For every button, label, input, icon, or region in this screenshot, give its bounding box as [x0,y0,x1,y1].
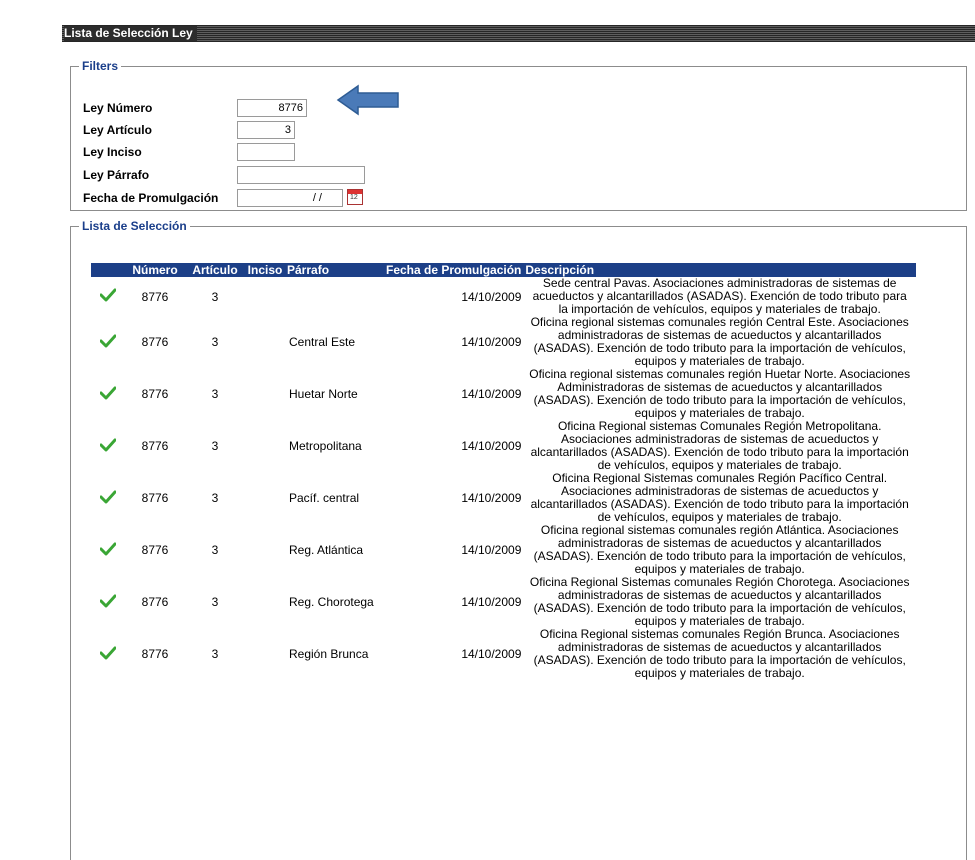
check-icon[interactable] [100,386,116,400]
row-numero: 8776 [141,439,169,453]
col-descripcion[interactable]: Descripción [523,263,916,277]
ley-inciso-label: Ley Inciso [83,145,142,159]
ley-articulo-label: Ley Artículo [83,123,152,137]
row-numero: 8776 [141,387,169,401]
fecha-label: Fecha de Promulgación [83,191,219,205]
row-check-cell[interactable] [91,368,125,420]
row-inciso [245,628,285,680]
row-fecha: 14/10/2009 [461,387,522,401]
row-check-cell[interactable] [91,524,125,576]
row-parrafo: Pacíf. central [289,491,360,505]
row-descripcion: Oficina regional sistemas comunales región Huetar Norte. Asociaciones Administradoras de sistemas de acueductos y alcantarillados (ASADAS). Exención de todo tributo para la importación de vehículos, equipos y materiales de trabajo. [529,367,911,420]
table-header-row [91,263,916,277]
ley-parrafo-input[interactable] [237,166,365,184]
row-numero: 8776 [141,543,169,557]
row-articulo: 3 [211,491,219,505]
col-check [91,263,125,277]
filter-row-fecha [83,189,383,209]
table-row[interactable] [91,576,916,628]
table-row[interactable] [91,316,916,368]
row-inciso [245,368,285,420]
row-articulo: 3 [211,543,219,557]
row-articulo: 3 [211,387,219,401]
row-inciso [245,277,285,316]
table-row[interactable] [91,524,916,576]
check-icon[interactable] [100,288,116,302]
row-articulo: 3 [211,647,219,661]
row-check-cell[interactable] [91,277,125,316]
row-check-cell[interactable] [91,316,125,368]
row-inciso [245,472,285,524]
table-row[interactable] [91,472,916,524]
col-fecha[interactable]: Fecha de Promulgación [386,263,522,277]
ley-inciso-input[interactable] [237,143,295,161]
row-numero: 8776 [141,647,169,661]
row-inciso [245,576,285,628]
row-fecha: 14/10/2009 [461,543,522,557]
check-icon[interactable] [100,438,116,452]
arrow-left-icon [336,84,400,116]
row-parrafo: Central Este [289,335,356,349]
row-articulo: 3 [211,335,219,349]
ley-numero-label: Ley Número [83,101,153,115]
filters-panel [70,59,967,211]
row-descripcion: Oficina Regional sistemas Comunales Región Metropolitana. Asociaciones administradoras de sistemas de acueductos y alcantarillados (ASADAS). Exención de todo tributo para la importación de vehículos, equipos y materiales de trabajo. [530,419,909,472]
row-check-cell[interactable] [91,576,125,628]
row-articulo: 3 [211,595,219,609]
row-numero: 8776 [141,289,169,304]
row-articulo: 3 [211,289,219,304]
row-parrafo: Metropolitana [289,439,362,453]
row-descripcion: Oficina Regional Sistemas comunales Región Chorotega. Asociaciones administradoras de sistemas de acueductos y alcantarillados (ASADAS). Exención de todo tributo para la importación de vehículos, equipos y materiales de trabajo. [529,575,910,628]
selection-list-panel [70,219,967,860]
row-check-cell[interactable] [91,628,125,680]
check-icon[interactable] [100,594,116,608]
row-check-cell[interactable] [91,472,125,524]
row-descripcion: Oficina Regional Sistemas comunales Región Pacífico Central. Asociaciones administradoras de sistemas de acueductos y alcantarillados (ASADAS). Exención de todo tributo para la importación de vehículos, equipos y materiales de trabajo. [530,471,909,524]
table-row[interactable] [91,628,916,680]
row-numero: 8776 [141,335,169,349]
col-inciso[interactable]: Inciso [245,263,285,277]
row-fecha: 14/10/2009 [461,647,522,661]
row-inciso [245,524,285,576]
row-numero: 8776 [141,595,169,609]
row-numero: 8776 [141,491,169,505]
col-numero[interactable]: Número [125,263,185,277]
row-parrafo: Región Brunca [289,647,369,661]
calendar-icon[interactable]: 12 [347,189,363,205]
row-parrafo: Reg. Chorotega [289,595,374,609]
row-descripcion: Oficina regional sistemas comunales región Atlántica. Asociaciones administradoras de sistemas de acueductos y alcantarillados (ASADAS). Exención de todo tributo para la importación de vehículos, equipos y materiales de trabajo. [533,523,906,576]
ley-parrafo-label: Ley Párrafo [83,168,150,182]
row-check-cell[interactable] [91,420,125,472]
col-parrafo[interactable]: Párrafo [285,263,384,277]
ley-numero-input[interactable] [237,99,307,117]
row-articulo: 3 [211,439,219,453]
row-fecha: 14/10/2009 [461,335,522,349]
col-articulo[interactable]: Artículo [185,263,245,277]
row-descripcion: Oficina regional sistemas comunales región Central Este. Asociaciones administradoras de sistemas de acueductos y alcantarillados (ASADAS). Exención de todo tributo para la importación de vehículos, equipos y materiales de trabajo. [530,315,909,368]
row-inciso [245,316,285,368]
row-fecha: 14/10/2009 [461,491,522,505]
row-parrafo [285,277,384,316]
selection-list-legend: Lista de Selección [82,219,187,233]
row-inciso [245,420,285,472]
row-fecha: 14/10/2009 [461,289,522,304]
selection-table [91,263,916,680]
table-row[interactable] [91,368,916,420]
filters-legend: Filters [82,59,119,73]
row-parrafo: Huetar Norte [289,387,358,401]
window-title: Lista de Selección Ley [64,26,197,41]
row-parrafo: Reg. Atlántica [289,543,364,557]
check-icon[interactable] [100,334,116,348]
row-descripcion: Sede central Pavas. Asociaciones administradoras de sistemas de acueductos y alcantarillados (ASADAS). Exención de todo tributo para la importación de vehículos, equipos y materiales de trabajo. [532,276,907,316]
check-icon[interactable] [100,542,116,556]
table-row[interactable] [91,420,916,472]
check-icon[interactable] [100,490,116,504]
row-fecha: 14/10/2009 [461,595,522,609]
table-row[interactable] [91,277,916,316]
fecha-input[interactable] [237,189,343,207]
window-titlebar [62,25,975,42]
row-descripcion: Oficina Regional sistemas comunales Región Brunca. Asociaciones administradoras de sistemas de acueductos y alcantarillados (ASADAS). Exención de todo tributo para la importación de vehículos, equipos y materiales de trabajo. [533,627,906,680]
check-icon[interactable] [100,646,116,660]
ley-articulo-input[interactable] [237,121,295,139]
row-fecha: 14/10/2009 [461,439,522,453]
